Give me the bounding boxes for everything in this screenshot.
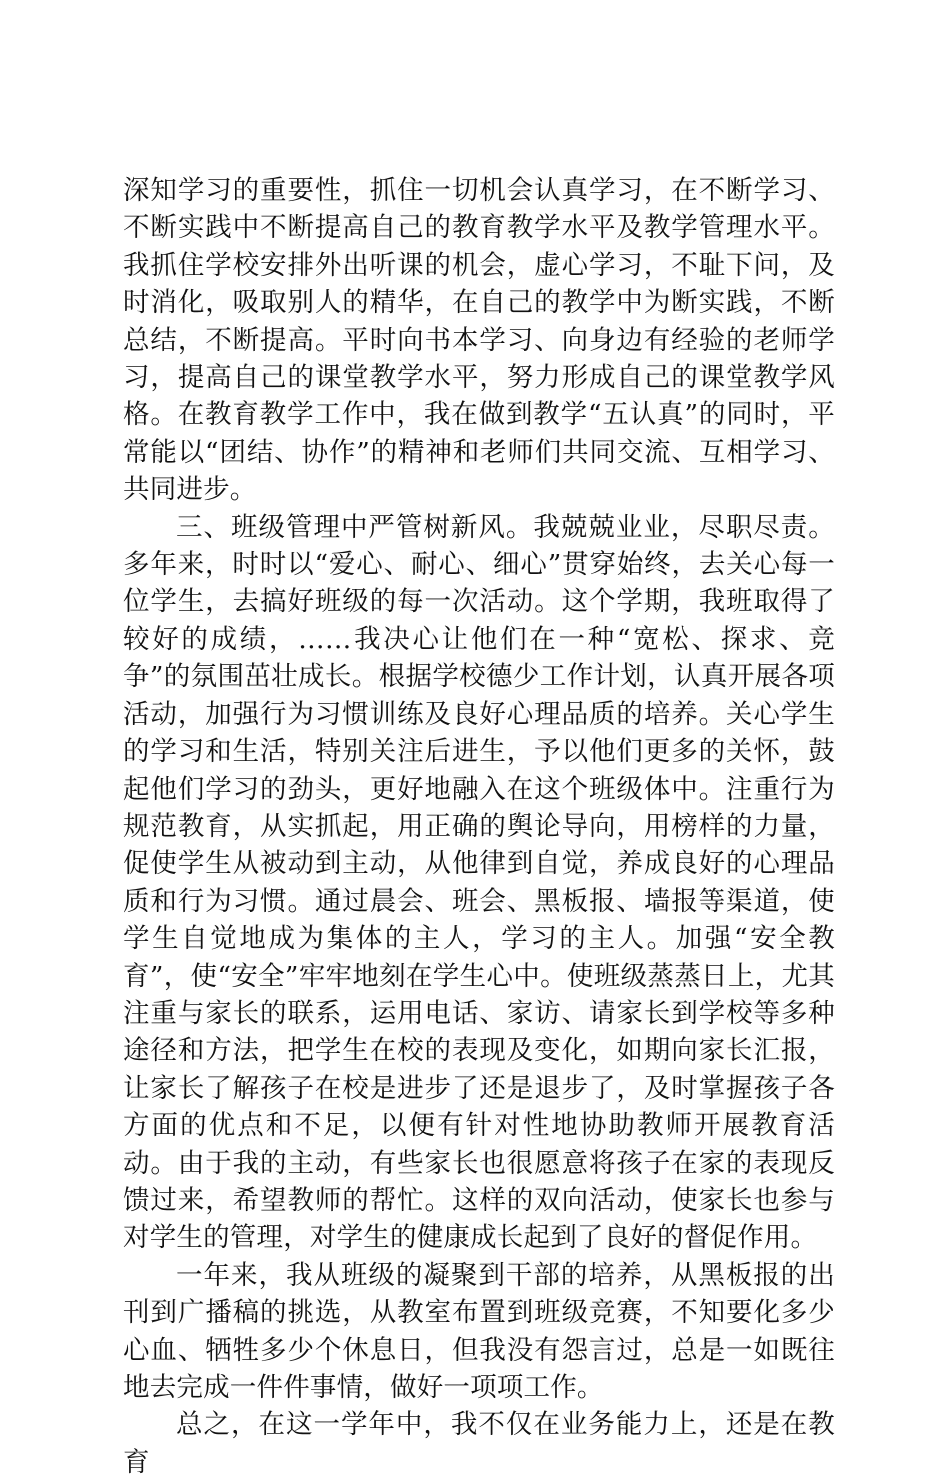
paragraph-one-year: 一年来，我从班级的凝聚到干部的培养，从黑板报的出刊到广播稿的挑选，从教室布置到班级竞赛，不知要化多少心血、牺牲多少个休息日，但我没有怨言过，总是一如既往地去完成一件件事情，做好一项项工作。 [123,1259,835,1403]
paragraph-class-management: 三、班级管理中严管树新风。我兢兢业业，尽职尽责。多年来，时时以“爱心、耐心、细心”贯穿始终，去关心每一位学生，去搞好班级的每一次活动。这个学期，我班取得了较好的成绩，……我决心让他们在一种“宽松、探求、竞争”的氛围茁壮成长。根据学校德少工作计划，认真开展各项活动，加强行为习惯训练及良好心理品质的培养。关心学生的学习和生活，特别关注后进生，予以他们更多的关怀，鼓起他们学习的劲头，更好地融入在这个班级体中。注重行为规范教育，从实抓起，用正确的舆论导向，用榜样的力量，促使学生从被动到主动，从他律到自觉，养成良好的心理品质和行为习惯。通过晨会、班会、黑板报、墙报等渠道，使学生自觉地成为集体的主人，学习的主人。加强“安全教育”，使“安全”牢牢地刻在学生心中。使班级蒸蒸日上，尤其注重与家长的联系，运用电话、家访、请家长到学校等多种途径和方法，把学生在校的表现及变化，如期向家长汇报，让家长了解孩子在校是进步了还是退步了，及时掌握孩子各方面的优点和不足，以便有针对性地协助教师开展教育活动。由于我的主动，有些家长也很愿意将孩子在家的表现反馈过来，希望教师的帮忙。这样的双向活动，使家长也参与对学生的管理，对学生的健康成长起到了良好的督促作用。 [123,511,835,1254]
paragraph-study: 深知学习的重要性，抓住一切机会认真学习，在不断学习、不断实践中不断提高自己的教育教学水平及教学管理水平。我抓住学校安排外出听课的机会，虚心学习，不耻下问，及时消化，吸取别人的精华，在自己的教学中为断实践，不断总结，不断提高。平时向书本学习、向身边有经验的老师学习，提高自己的课堂教学水平，努力形成自己的课堂教学风格。在教育教学工作中，我在做到教学“五认真”的同时，平常能以“团结、协作”的精神和老师们共同交流、互相学习、共同进步。 [123,175,835,506]
document-body [123,172,835,1481]
paragraph-summary: 总之，在这一学年中，我不仅在业务能力上，还是在教育 [123,1409,835,1478]
